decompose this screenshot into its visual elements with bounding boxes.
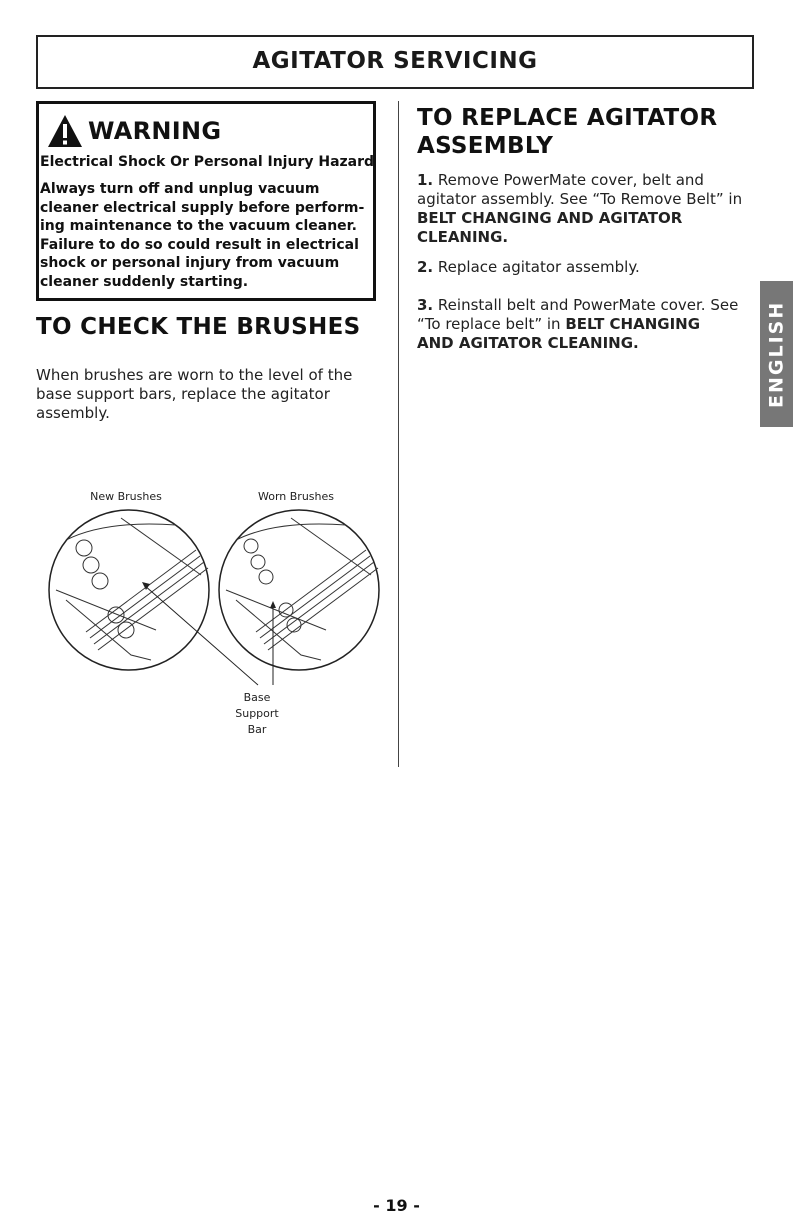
warning-line: Always turn off and unplug vacuum	[40, 181, 320, 197]
step-text: agitator assembly. See “To Remove Belt” in	[417, 190, 743, 208]
paragraph-line: assembly.	[36, 404, 110, 422]
step-text: Replace agitator assembly.	[437, 258, 640, 276]
paragraph-line: When brushes are worn to the level of the	[36, 366, 353, 384]
warning-line: Failure to do so could result in electrical	[40, 236, 359, 253]
label-line: Base	[243, 691, 271, 704]
step-bold-text: CLEANING.	[417, 228, 509, 246]
language-tab-label: ENGLISH	[765, 300, 788, 408]
step-bold-text: AND AGITATOR CLEANING.	[417, 334, 639, 352]
check-brushes-paragraph	[36, 366, 366, 423]
check-brushes-heading: TO CHECK THE BRUSHES	[36, 314, 361, 340]
heading-line: TO REPLACE AGITATOR	[417, 105, 718, 131]
heading-line: ASSEMBLY	[417, 133, 554, 159]
step-2	[417, 258, 762, 277]
replace-agitator-heading	[417, 104, 747, 160]
step-text: “To replace belt” in	[417, 315, 561, 333]
brushes-illustration	[36, 480, 386, 770]
step-bold-text: BELT CHANGING	[565, 315, 701, 333]
base-support-bar-label	[224, 690, 290, 738]
worn-brushes-label: Worn Brushes	[257, 490, 334, 503]
warning-line: cleaner electrical supply before perform-	[40, 199, 365, 216]
step-number: 2.	[417, 258, 434, 276]
warning-heading	[46, 112, 221, 150]
warning-subtitle: Electrical Shock Or Personal Injury Hazard	[40, 154, 375, 170]
step-3	[417, 296, 762, 353]
step-number: 1.	[417, 171, 434, 189]
warning-line: cleaner suddenly starting.	[40, 273, 249, 290]
warning-triangle-icon	[46, 113, 84, 149]
warning-label: WARNING	[88, 117, 222, 145]
brushes-drawing	[36, 480, 386, 770]
page-number: - 19 -	[373, 1196, 420, 1215]
paragraph-line: base support bars, replace the agitator	[36, 385, 330, 403]
new-brushes-label: New Brushes	[90, 490, 162, 503]
language-tab	[760, 281, 793, 427]
step-number: 3.	[417, 296, 434, 314]
warning-body	[40, 180, 370, 291]
column-divider	[398, 101, 399, 767]
warning-line: ing maintenance to the vacuum cleaner.	[40, 218, 357, 234]
step-text: Remove PowerMate cover, belt and	[437, 171, 704, 189]
step-bold-text: BELT CHANGING AND AGITATOR	[417, 209, 683, 227]
step-1	[417, 171, 762, 247]
page-title: AGITATOR SERVICING	[252, 48, 538, 74]
warning-line: shock or personal injury from vacuum	[40, 255, 340, 271]
label-line: Support	[235, 707, 279, 720]
step-text: Reinstall belt and PowerMate cover. See	[437, 296, 739, 314]
label-line: Bar	[247, 723, 267, 736]
